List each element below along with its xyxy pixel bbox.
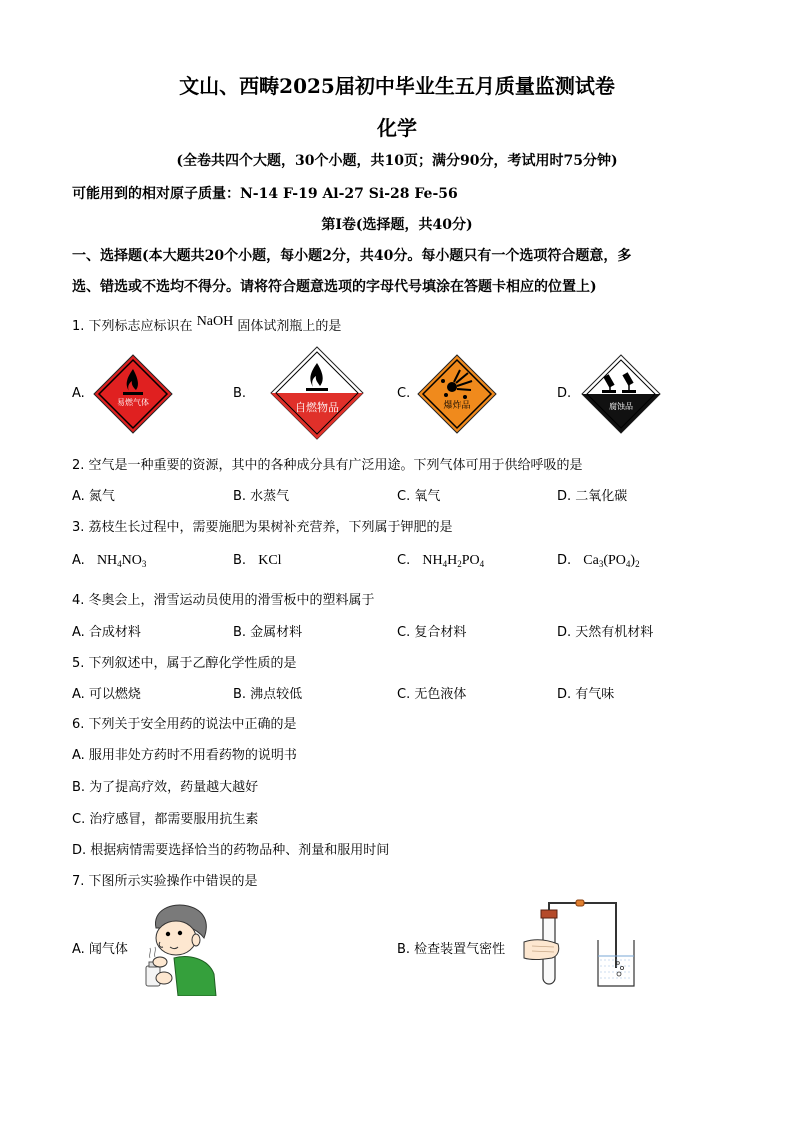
q6-option-c: C. 治疗感冒，都需要服用抗生素 [72, 812, 259, 827]
flammable-gas-sign [92, 353, 174, 435]
q2-option-a: A. 氮气 [72, 489, 115, 504]
q6-option-a: A. 服用非处方药时不用看药物的说明书 [72, 748, 297, 763]
question-7-stem: 7. 下图所示实验操作中错误的是 [72, 874, 258, 889]
smelling-gas-illustration [138, 900, 220, 996]
sign-c-text: 爆炸品 [443, 401, 471, 411]
sign-b-text: 自燃物品 [295, 401, 339, 414]
exam-title: 文山、西畴2025届初中毕业生五月质量监测试卷 [179, 74, 615, 98]
naoh-formula: NaOH [196, 314, 234, 329]
q1-option-d-letter: D. [557, 386, 572, 401]
question-5-stem: 5. 下列叙述中，属于乙醇化学性质的是 [72, 656, 297, 671]
q3-option-a: A. $NH_4NO_3$ [72, 553, 147, 569]
q4-option-d: D. 天然有机材料 [557, 625, 654, 640]
q1-option-b-letter: B. [233, 386, 247, 401]
q2-option-d: D. 二氧化碳 [557, 489, 628, 504]
airtightness-check-illustration [518, 898, 648, 990]
q5-option-d: D. 有气味 [557, 687, 615, 702]
section-instructions-line1: 一、选择题(本大题共20个小题，每小题2分，共40分。每小题只有一个选项符合题意，多 [72, 248, 632, 264]
q4-option-a: A. 合成材料 [72, 625, 141, 640]
q1-option-c-letter: C. [397, 386, 411, 401]
q2-option-b: B. 水蒸气 [233, 489, 290, 504]
atomic-masses: 可能用到的相对原子质量：N-14 F-19 Al-27 Si-28 Fe-56 [72, 186, 458, 202]
question-3-stem: 3. 荔枝生长过程中，需要施肥为果树补充营养，下列属于钾肥的是 [72, 520, 453, 535]
exam-info: (全卷共四个大题，30个小题，共10页；满分90分，考试用时75分钟) [176, 153, 618, 169]
q3-formula-a: $NH_4NO_3$ [96, 553, 147, 569]
q3-option-b: B. KCl [233, 553, 282, 568]
q7-option-a: A. 闻气体 [72, 942, 128, 957]
self-combustible-sign [269, 345, 365, 441]
question-1-stem: 1. 下列标志应标识在 NaOH 固体试剂瓶上的是 [72, 314, 342, 334]
q3-option-c: C. $NH_4H_2PO_4$ [397, 553, 485, 569]
q3-formula-b: KCl [258, 553, 282, 568]
section-instructions-line2: 选、错选或不选均不得分。请将符合题意选项的字母代号填涂在答题卡相应的位置上) [72, 279, 597, 295]
subject-title: 化学 [377, 116, 417, 140]
sign-a-text: 易燃气体 [117, 398, 149, 407]
sign-d-text: 腐蚀品 [609, 402, 633, 411]
q3-formula-d: $Ca_3(PO_4)_2$ [583, 553, 640, 569]
q4-option-b: B. 金属材料 [233, 625, 303, 640]
q3-option-d: D. $Ca_3(PO_4)_2$ [557, 553, 640, 569]
q3-formula-c: $NH_4H_2PO_4$ [422, 553, 485, 569]
q1-option-a-letter: A. [72, 386, 85, 401]
q5-option-b: B. 沸点较低 [233, 687, 303, 702]
question-2-stem: 2. 空气是一种重要的资源，其中的各种成分具有广泛用途。下列气体可用于供给呼吸的是 [72, 458, 583, 473]
explosive-sign [416, 353, 498, 435]
q6-option-d: D. 根据病情需要选择恰当的药物品种、剂量和服用时间 [72, 843, 390, 858]
question-4-stem: 4. 冬奥会上，滑雪运动员使用的滑雪板中的塑料属于 [72, 593, 375, 608]
q6-option-b: B. 为了提高疗效，药量越大越好 [72, 780, 259, 795]
q2-option-c: C. 氧气 [397, 489, 441, 504]
q5-option-c: C. 无色液体 [397, 687, 467, 702]
question-6-stem: 6. 下列关于安全用药的说法中正确的是 [72, 717, 297, 732]
volume-heading: 第Ⅰ卷(选择题，共40分) [321, 217, 473, 233]
q5-option-a: A. 可以燃烧 [72, 687, 141, 702]
q4-option-c: C. 复合材料 [397, 625, 467, 640]
corrosive-sign [580, 353, 662, 435]
q7-option-b: B. 检查装置气密性 [397, 942, 506, 957]
